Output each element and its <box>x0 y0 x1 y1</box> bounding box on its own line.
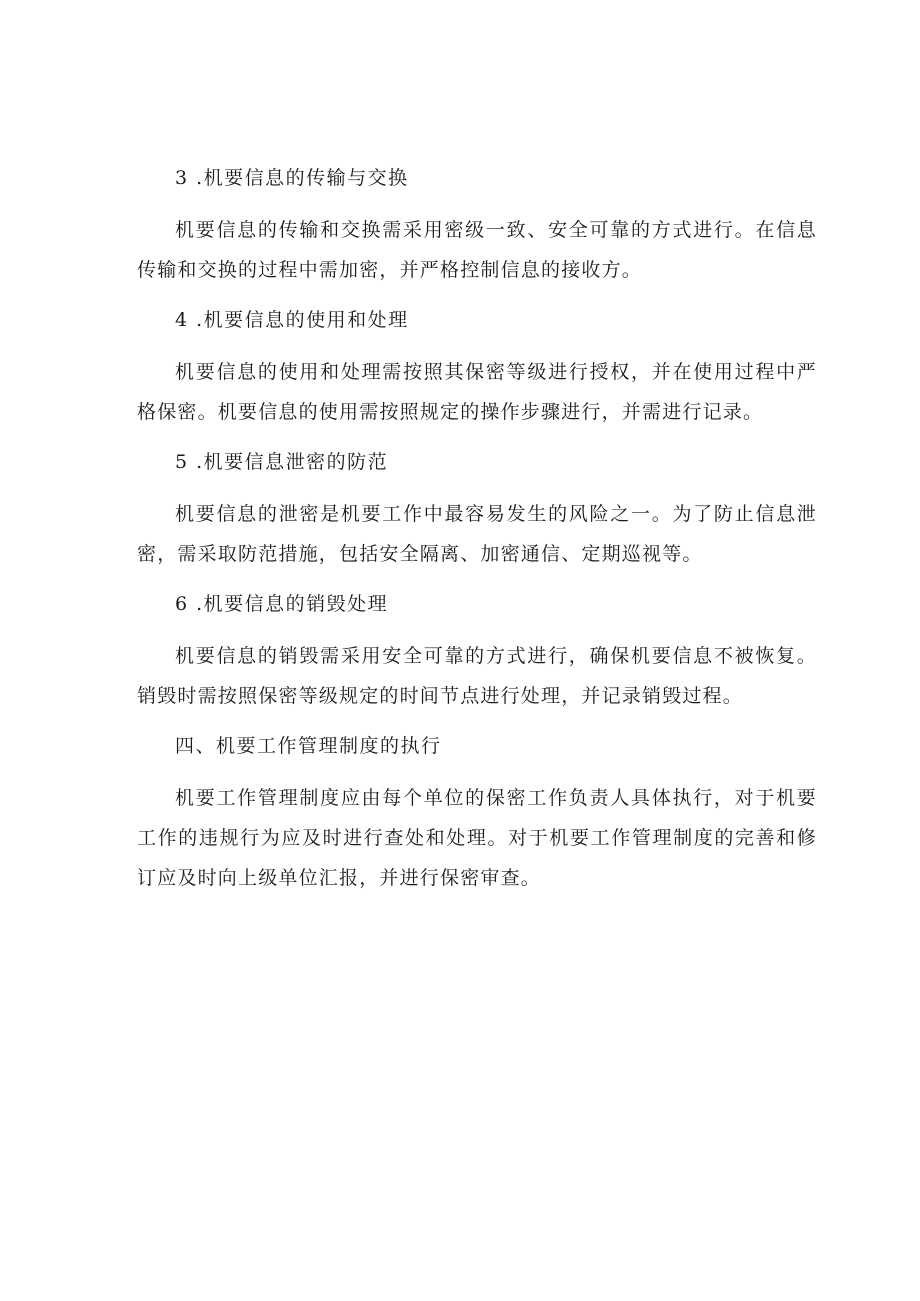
section-paragraph: 机要信息的传输和交换需采用密级一致、安全可靠的方式进行。在信息传输和交换的过程中需加密，并严格控制信息的接收方。 <box>137 219 817 281</box>
section-heading: 3 .机要信息的传输与交换 <box>175 167 409 189</box>
section-paragraph: 机要信息的销毁需采用安全可靠的方式进行，确保机要信息不被恢复。销毁时需按照保密等级规定的时间节点进行处理，并记录销毁过程。 <box>137 645 817 707</box>
section-usage <box>137 302 817 444</box>
document-body <box>137 160 817 898</box>
section-transmission <box>137 160 817 302</box>
section-enforcement <box>137 728 817 898</box>
section-heading: 4 .机要信息的使用和处理 <box>175 309 409 331</box>
section-heading: 四、机要工作管理制度的执行 <box>175 735 442 757</box>
section-destruction <box>137 586 817 728</box>
section-heading: 5 .机要信息泄密的防范 <box>175 451 389 473</box>
section-paragraph: 机要信息的使用和处理需按照其保密等级进行授权，并在使用过程中严格保密。机要信息的使用需按照规定的操作步骤进行，并需进行记录。 <box>137 361 817 423</box>
section-leak-prevention <box>137 444 817 586</box>
section-heading: 6 .机要信息的销毁处理 <box>175 593 389 615</box>
section-paragraph: 机要信息的泄密是机要工作中最容易发生的风险之一。为了防止信息泄密，需采取防范措施，包括安全隔离、加密通信、定期巡视等。 <box>137 503 817 565</box>
section-paragraph: 机要工作管理制度应由每个单位的保密工作负责人具体执行，对于机要工作的违规行为应及时进行查处和处理。对于机要工作管理制度的完善和修订应及时向上级单位汇报，并进行保密审查。 <box>137 787 817 889</box>
